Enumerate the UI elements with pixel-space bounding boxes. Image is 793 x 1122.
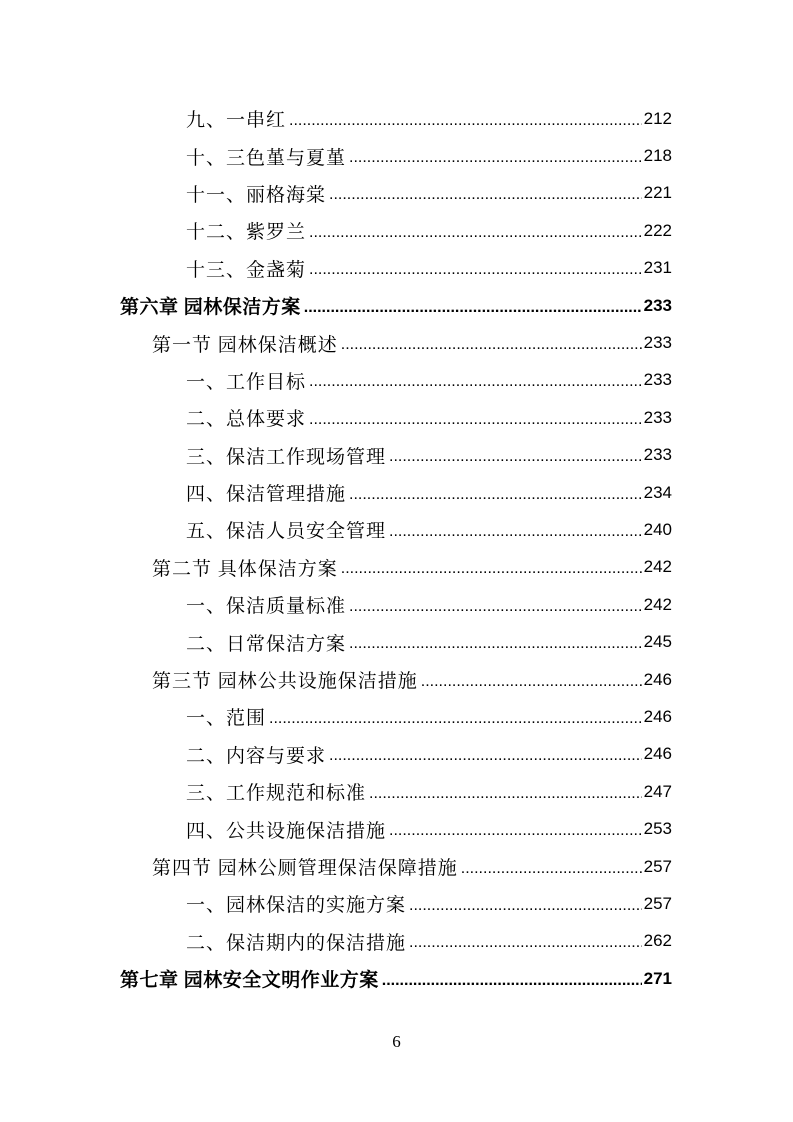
toc-entry-page: 242 bbox=[643, 594, 672, 614]
toc-entry-title: 一、范围 bbox=[186, 708, 267, 730]
toc-entry-page: 222 bbox=[643, 220, 672, 240]
table-of-contents bbox=[0, 100, 793, 997]
toc-entry[interactable] bbox=[0, 923, 793, 960]
toc-entry-title: 十、三色堇与夏堇 bbox=[186, 147, 347, 169]
toc-dot-leader bbox=[289, 112, 642, 130]
toc-entry-title: 十一、丽格海棠 bbox=[186, 184, 327, 206]
toc-entry-title: 四、保洁管理措施 bbox=[186, 484, 347, 506]
toc-dot-leader bbox=[269, 710, 642, 728]
toc-chapter-entry[interactable] bbox=[0, 960, 793, 997]
toc-chapter-entry[interactable] bbox=[0, 287, 793, 324]
toc-dot-leader bbox=[389, 523, 642, 541]
toc-dot-leader bbox=[389, 822, 642, 840]
toc-entry-title: 三、工作规范和标准 bbox=[186, 783, 367, 805]
toc-entry[interactable] bbox=[0, 810, 793, 847]
toc-entry[interactable] bbox=[0, 773, 793, 810]
toc-entry-title: 二、保洁期内的保洁措施 bbox=[186, 932, 407, 954]
toc-entry[interactable] bbox=[0, 623, 793, 660]
toc-dot-leader bbox=[309, 411, 642, 429]
toc-entry-page: 257 bbox=[643, 893, 672, 913]
toc-section-entry[interactable] bbox=[0, 549, 793, 586]
toc-dot-leader bbox=[349, 635, 642, 653]
toc-entry-page: 242 bbox=[643, 557, 672, 577]
toc-entry-title: 一、保洁质量标准 bbox=[186, 596, 347, 618]
toc-entry-page: 257 bbox=[643, 856, 672, 876]
toc-entry-title: 一、工作目标 bbox=[186, 371, 307, 393]
toc-entry[interactable] bbox=[0, 137, 793, 174]
toc-entry-title: 十二、紫罗兰 bbox=[186, 222, 307, 244]
toc-entry-page: 234 bbox=[643, 482, 672, 502]
toc-entry[interactable] bbox=[0, 586, 793, 623]
toc-entry-page: 246 bbox=[643, 744, 672, 764]
toc-dot-leader bbox=[461, 860, 642, 878]
toc-entry-page: 233 bbox=[643, 445, 672, 465]
toc-entry-title: 第六章 园林保洁方案 bbox=[120, 297, 301, 319]
page-number: 6 bbox=[392, 1032, 401, 1051]
toc-entry-page: 233 bbox=[643, 333, 672, 353]
toc-entry[interactable] bbox=[0, 100, 793, 137]
toc-entry-title: 二、内容与要求 bbox=[186, 745, 327, 767]
toc-entry[interactable] bbox=[0, 212, 793, 249]
toc-entry-title: 第三节 园林公共设施保洁措施 bbox=[152, 671, 418, 693]
toc-entry-title: 三、保洁工作现场管理 bbox=[186, 446, 387, 468]
toc-entry-title: 五、保洁人员安全管理 bbox=[186, 521, 387, 543]
toc-entry-page: 247 bbox=[643, 781, 672, 801]
toc-dot-leader bbox=[369, 785, 642, 803]
toc-entry-title: 一、园林保洁的实施方案 bbox=[186, 895, 407, 917]
toc-dot-leader bbox=[329, 186, 642, 204]
toc-entry-page: 271 bbox=[643, 968, 672, 988]
toc-dot-leader bbox=[304, 299, 642, 317]
toc-entry[interactable] bbox=[0, 437, 793, 474]
toc-entry[interactable] bbox=[0, 885, 793, 922]
toc-entry-title: 二、日常保洁方案 bbox=[186, 633, 347, 655]
toc-entry-page: 233 bbox=[643, 370, 672, 390]
toc-entry[interactable] bbox=[0, 698, 793, 735]
toc-section-entry[interactable] bbox=[0, 848, 793, 885]
toc-entry-page: 233 bbox=[643, 295, 672, 315]
toc-entry-page: 231 bbox=[643, 258, 672, 278]
toc-dot-leader bbox=[341, 560, 642, 578]
toc-entry-page: 246 bbox=[643, 706, 672, 726]
toc-entry-title: 第四节 园林公厕管理保洁保障措施 bbox=[152, 858, 458, 879]
toc-entry-title: 第一节 园林保洁概述 bbox=[152, 334, 338, 356]
toc-entry[interactable] bbox=[0, 399, 793, 436]
toc-entry[interactable] bbox=[0, 250, 793, 287]
toc-entry-title: 第七章 园林安全文明作业方案 bbox=[120, 970, 379, 992]
toc-entry[interactable] bbox=[0, 736, 793, 773]
toc-entry-title: 第二节 具体保洁方案 bbox=[152, 558, 338, 580]
toc-entry-page: 221 bbox=[643, 183, 672, 203]
toc-dot-leader bbox=[309, 261, 642, 279]
toc-entry[interactable] bbox=[0, 474, 793, 511]
toc-entry-page: 212 bbox=[643, 108, 672, 128]
toc-entry-page: 240 bbox=[643, 519, 672, 539]
toc-dot-leader bbox=[309, 373, 642, 391]
toc-entry-title: 九、一串红 bbox=[186, 110, 287, 132]
toc-entry-title: 四、公共设施保洁措施 bbox=[186, 820, 387, 842]
toc-dot-leader bbox=[409, 934, 642, 952]
toc-section-entry[interactable] bbox=[0, 324, 793, 361]
toc-section-entry[interactable] bbox=[0, 661, 793, 698]
toc-entry-title: 二、总体要求 bbox=[186, 409, 307, 431]
toc-dot-leader bbox=[349, 149, 642, 167]
toc-entry[interactable] bbox=[0, 175, 793, 212]
toc-entry-title: 十三、金盏菊 bbox=[186, 259, 307, 281]
toc-dot-leader bbox=[329, 747, 642, 765]
toc-entry[interactable] bbox=[0, 511, 793, 548]
toc-entry-page: 253 bbox=[643, 819, 672, 839]
toc-dot-leader bbox=[409, 897, 642, 915]
toc-dot-leader bbox=[349, 598, 642, 616]
toc-entry[interactable] bbox=[0, 362, 793, 399]
toc-entry-page: 245 bbox=[643, 632, 672, 652]
toc-entry-page: 218 bbox=[643, 146, 672, 166]
toc-dot-leader bbox=[309, 224, 642, 242]
toc-dot-leader bbox=[421, 673, 642, 691]
toc-dot-leader bbox=[382, 972, 642, 990]
toc-dot-leader bbox=[349, 486, 642, 504]
toc-entry-page: 246 bbox=[643, 669, 672, 689]
toc-dot-leader bbox=[341, 336, 642, 354]
toc-entry-page: 233 bbox=[643, 407, 672, 427]
toc-entry-page: 262 bbox=[643, 931, 672, 951]
toc-dot-leader bbox=[389, 448, 642, 466]
